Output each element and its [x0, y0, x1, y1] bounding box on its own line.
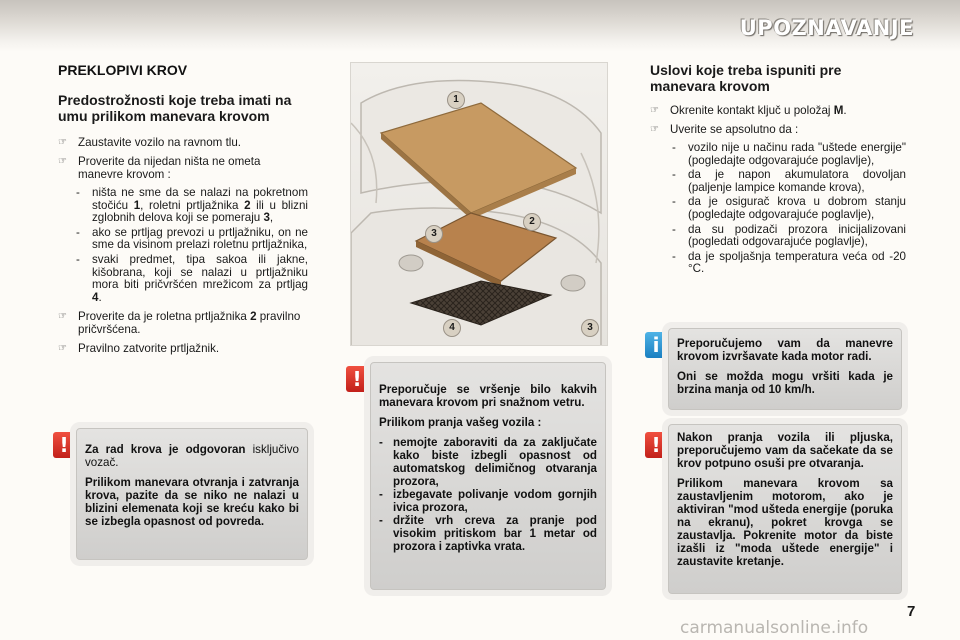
- callout-3-left: 3: [425, 223, 443, 243]
- watermark: carmanualsonline.info: [680, 618, 869, 638]
- list-item: - da je spoljašnja temperatura veća od -20 °C.: [672, 249, 906, 276]
- callout-1: 1: [447, 89, 465, 109]
- list-item: - svaki predmet, tipa sakoa ili jakne, kišobrana, koji se nalazi u prtljažniku mora biti pričvršćen mrežicom za prtljag 4.: [76, 252, 308, 304]
- sub-list: [58, 187, 308, 304]
- warning-icon: !: [346, 366, 368, 392]
- info-box-engine: Preporučujemo vam da manevre krovom izvršavate kada motor radi. Oni se možda mogu vršiti kada je brzina manja od 10 km/h.: [668, 328, 902, 410]
- list-item: - ako se prtljag prevozi u prtljažniku, on ne sme da visinom prelazi roletnu prtljažnika,: [76, 225, 308, 252]
- warning-icon: !: [53, 432, 75, 458]
- trunk-drawing: [351, 63, 608, 346]
- bullet-item: [58, 342, 308, 355]
- left-column: [58, 62, 308, 361]
- arrow-icon: ☞: [650, 124, 659, 135]
- arrow-icon: ☞: [58, 343, 67, 355]
- bullet-item: [58, 155, 308, 181]
- bullet-item: ☞ Okrenite kontakt ključ u položaj M.: [650, 104, 847, 117]
- trunk-illustration: [350, 62, 608, 346]
- bullet-text: Uverite se apsolutno da :: [670, 123, 799, 136]
- conditions-title: Uslovi koje treba ispuniti pre manevara krovom: [650, 62, 842, 94]
- list-item: - držite vrh creva za pranje pod visokim pritiskom bar 1 metar od prozora i zaptivka vrata.: [379, 514, 597, 553]
- callout-2: 2: [523, 211, 541, 231]
- info-icon: i: [645, 332, 667, 358]
- warning-box-rain: Nakon pranja vozila ili pljuska, preporučujemo vam da sačekate da se krov potpuno osuši pre otvaranja. Prilikom manevara krovom sa zaustavljenim motorom, ako je aktiviran "mod ušteda energije (poruka na ekranu), pokret krovga se zaustavlja. Pokrenite motor da biste izašli iz "moda uštede energije" i zaustavite kretanje.: [668, 424, 902, 594]
- warning-icon: !: [645, 432, 667, 458]
- precautions-title: Predostrožnosti koje treba imati na umu prilikom manevara krovom: [58, 92, 292, 124]
- bullet-text: Zaustavite vozilo na ravnom tlu.: [78, 136, 242, 149]
- warning-box-washing: Preporučuje se vršenje bilo kakvih manevara krovom pri snažnom vetru. Prilikom pranja vašeg vozila : - nemojte zaboraviti da za zaključate kako biste izbegli opasnost od automatskog delimičnog otvaranja prozora, - izbegavate polivanje vodom gornjih ivica prozora, - držite vrh creva za pranje pod visokim pritiskom bar 1 metar od prozora i zaptivka vrata.: [370, 362, 606, 590]
- arrow-icon: ☞: [58, 137, 67, 148]
- callout-3-right: 3: [581, 317, 599, 337]
- warning-box-driver: Za rad krova je odgovoran isključivo vozač. Prilikom manevara otvranja i zatvranja krova, pazite da se niko ne nalazi u blizini elemenata koji se kreću kako bi se izbegla opasnost od povreda.: [76, 428, 308, 560]
- bullet-item: [650, 123, 906, 136]
- bullet-item: [58, 136, 308, 149]
- arrow-icon: ☞: [650, 105, 659, 116]
- list-item: - ništa ne sme da se nalazi na pokretnom stočiću 1, roletni prtljažnika 2 ili u blizni zglobnih delova koji se pomeraju 3,: [76, 186, 308, 225]
- arrow-icon: ☞: [58, 156, 67, 167]
- bullet-text: Proverite da nijedan ništa ne ometa manevre krovom :: [78, 155, 261, 181]
- list-item: - vozilo nije u načinu rada "uštede energije" (pogledajte odgovarajuće poglavlje),: [672, 141, 906, 167]
- callout-4: 4: [443, 317, 461, 337]
- arrow-icon: ☞: [58, 311, 67, 323]
- sub-list: [650, 142, 906, 276]
- bullet-item: ☞ Proverite da je roletna prtljažnika 2 pravilno pričvršćena.: [58, 310, 301, 337]
- list-item: - da je osigurač krova u dobrom stanju (pogledajte odgovarajuće poglavlje),: [672, 195, 906, 221]
- list-item: - nemojte zaboraviti da za zaključate kako biste izbegli opasnost od automatskog delimičnog otvaranja prozora,: [379, 436, 597, 488]
- list-item: - da su podizači prozora inicijalizovani (pogledati odgovarajuće poglavlje),: [672, 222, 906, 249]
- section-title: PREKLOPIVI KROV: [58, 62, 188, 78]
- page-title: UPOZNAVANJE: [739, 16, 914, 40]
- right-column: [650, 62, 906, 282]
- list-item: - izbegavate polivanje vodom gornjih ivica prozora,: [379, 488, 597, 514]
- page-number: 7: [907, 603, 916, 620]
- list-item: - da je napon akumulatora dovoljan (paljenje lampice komande krova),: [672, 168, 906, 194]
- bullet-text: Pravilno zatvorite prtljažnik.: [78, 342, 220, 356]
